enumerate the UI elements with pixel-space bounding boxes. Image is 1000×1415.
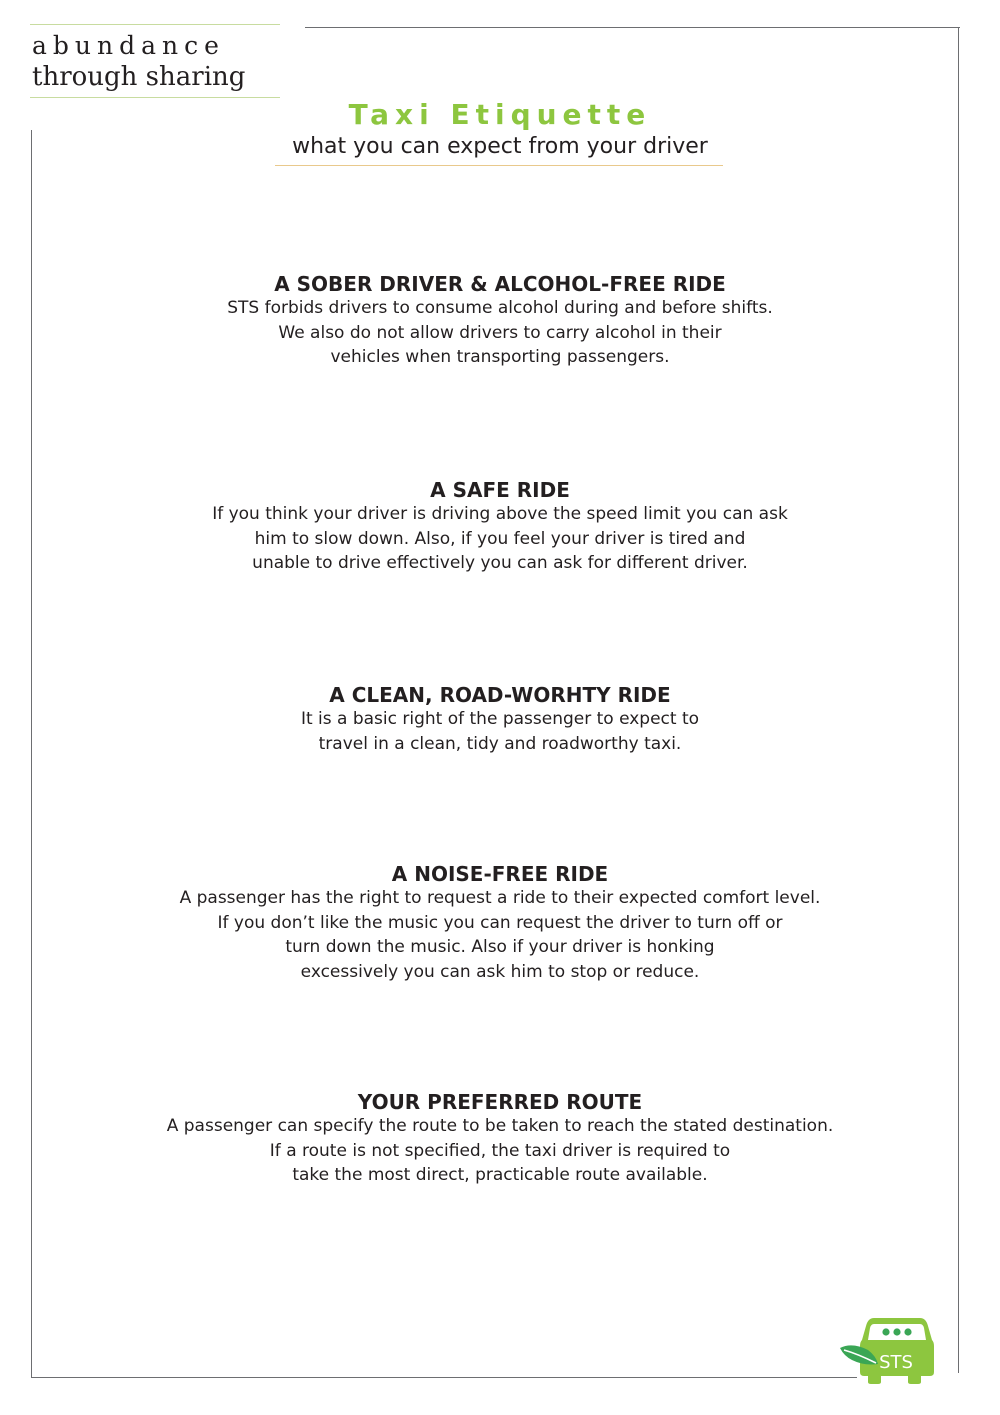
body-line: excessively you can ask him to stop or reduce. — [300, 961, 700, 982]
body-line: A passenger has the right to request a ride to their expected comfort level. — [179, 888, 821, 908]
page-subtitle: what you can expect from your driver — [292, 134, 708, 159]
frame-bottom-border — [31, 1377, 857, 1378]
frame-top-border — [305, 27, 960, 28]
section-heading: A CLEAN, ROAD-WORHTY RIDE — [329, 683, 671, 707]
body-line: If you don’t like the music you can request the driver to turn off or — [217, 912, 783, 933]
section-body — [0, 886, 1000, 984]
body-line: vehicles when transporting passengers. — [330, 347, 670, 367]
body-line: A passenger can specify the route to be taken to reach the stated destination. — [166, 1116, 834, 1136]
brand-tagline — [30, 24, 280, 98]
subtitle-underline — [275, 165, 723, 166]
section-body — [0, 1114, 1000, 1188]
body-line: take the most direct, practicable route available. — [292, 1165, 708, 1185]
brand-line-2: through sharing — [32, 62, 246, 92]
section-heading: YOUR PREFERRED ROUTE — [357, 1090, 643, 1114]
section-preferred-route — [0, 1090, 1000, 1188]
section-sober-driver — [0, 272, 1000, 370]
brand-rule-top — [30, 24, 280, 25]
body-line: travel in a clean, tidy and roadworthy taxi. — [318, 733, 682, 754]
section-clean-ride — [0, 683, 1000, 756]
logo-text: STS — [879, 1352, 913, 1373]
section-body — [0, 502, 1000, 576]
section-safe-ride — [0, 478, 1000, 576]
body-line: him to slow down. Also, if you feel your driver is tired and — [254, 528, 746, 549]
body-line: It is a basic right of the passenger to expect to — [300, 709, 700, 729]
body-line: We also do not allow drivers to carry alcohol in their — [278, 322, 722, 343]
body-line: If a route is not specified, the taxi driver is required to — [269, 1140, 731, 1161]
section-heading: A NOISE-FREE RIDE — [391, 862, 609, 886]
body-line: STS forbids drivers to consume alcohol during and before shifts. — [227, 298, 773, 318]
section-noise-free — [0, 862, 1000, 984]
section-body — [0, 296, 1000, 370]
section-body — [0, 707, 1000, 756]
section-heading: A SOBER DRIVER & ALCOHOL-FREE RIDE — [274, 272, 726, 296]
section-heading: A SAFE RIDE — [430, 478, 570, 502]
page-title: Taxi Etiquette — [348, 98, 652, 131]
body-line: If you think your driver is driving above the speed limit you can ask — [212, 504, 788, 524]
body-line: unable to drive effectively you can ask for different driver. — [252, 553, 748, 573]
taxi-leaf-logo-icon — [838, 1314, 942, 1386]
body-line: turn down the music. Also if your driver is honking — [285, 937, 715, 957]
brand-line-1: abundance — [32, 31, 225, 60]
